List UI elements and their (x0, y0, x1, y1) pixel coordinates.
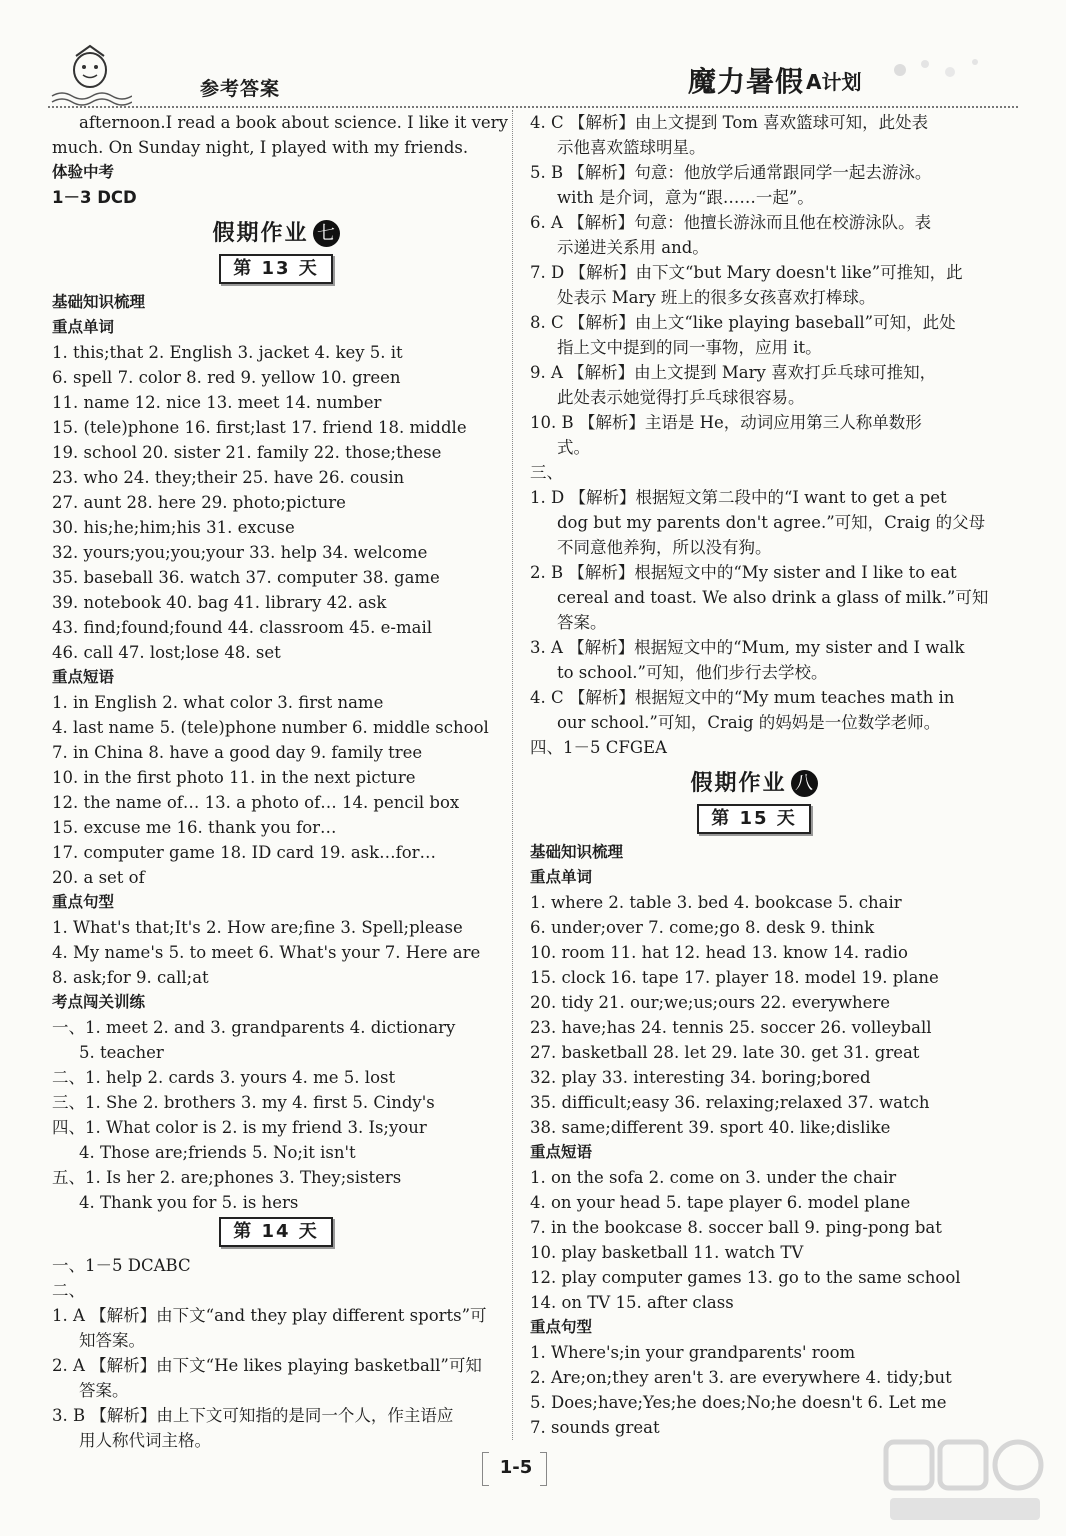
answer-line: 7. in the bookcase 8. soccer ball 9. ping-pong bat (530, 1218, 942, 1237)
answer-line: 1. A 【解析】由下文“and they play different sports”可 (52, 1306, 487, 1325)
test-heading: 考点闯关训练 (52, 993, 146, 1011)
answer-line: 35. baseball 36. watch 37. computer 38. game (52, 568, 440, 587)
answer-line: 4. C 【解析】由上文提到 Tom 喜欢篮球可知，此处表 (530, 113, 929, 132)
cartoon-logo-icon (48, 44, 132, 106)
answer-line: 1. Where's;in your grandparents' room (530, 1343, 856, 1362)
answer-line: 1. on the sofa 2. come on 3. under the chair (530, 1168, 897, 1187)
answer-line: cereal and toast. We also drink a glass of milk.”可知 (557, 588, 989, 607)
answer-line: 15. clock 16. tape 17. player 18. model 19. plane (530, 968, 939, 987)
page-header (0, 0, 1066, 112)
answer-line: 4. My name's 5. to meet 6. What's your 7. Here are (52, 943, 481, 962)
answer-line: 6. under;over 7. come;go 8. desk 9. think (530, 918, 875, 937)
left-column (52, 110, 508, 1453)
answer-line: 38. same;different 39. sport 40. like;dislike (530, 1118, 891, 1137)
answer-line: 四、1－5 CFGEA (530, 738, 667, 757)
answer-line: 2. B 【解析】根据短文中的“My sister and I like to eat (530, 563, 957, 582)
text-line: afternoon.I read a book about science. I like it very (79, 113, 508, 132)
answer-line: 23. who 24. they;their 25. have 26. cousin (52, 468, 405, 487)
answer-line: 23. have;has 24. tennis 25. soccer 26. volleyball (530, 1018, 932, 1037)
answer-line: 不同意他养狗，所以没有狗。 (557, 538, 772, 557)
answer-line: 二、1. help 2. cards 3. yours 4. me 5. lost (52, 1068, 396, 1087)
answer-line: 1. this;that 2. English 3. jacket 4. key 5. it (52, 343, 403, 362)
answer-line: 用人称代词主格。 (79, 1431, 211, 1450)
answer-line: 指上文中提到的同一事物，应用 it。 (557, 338, 822, 357)
sentences-heading: 重点句型 (530, 1318, 593, 1336)
answer-line: 12. play computer games 13. go to the same school (530, 1268, 961, 1287)
answer-line: 1. D 【解析】根据短文第二段中的“I want to get a pet (530, 488, 947, 507)
answer-line: 7. in China 8. have a good day 9. family tree (52, 743, 423, 762)
answer-line: 三、1. She 2. brothers 3. my 4. first 5. Cindy's (52, 1093, 435, 1112)
answer-line: 2. Are;on;they aren't 3. are everywhere 4. tidy;but (530, 1368, 952, 1387)
answer-line: 答案。 (557, 613, 607, 632)
day-14-label (52, 1215, 500, 1249)
answer-line: our school.”可知，Craig 的妈妈是一位数学老师。 (557, 713, 941, 732)
answer-line: 5. Does;have;Yes;he does;No;he doesn't 6. Let me (530, 1393, 947, 1412)
day-label: 第 13 天 (219, 254, 333, 284)
answer-line: 四、1. What color is 2. is my friend 3. Is;your (52, 1118, 427, 1137)
answer-line: 32. yours;you;you;your 33. help 34. welcome (52, 543, 428, 562)
answer-line: 6. A 【解析】句意：他擅长游泳而且他在校游泳队。表 (530, 213, 932, 232)
answer-line: 知答案。 (79, 1331, 145, 1350)
right-column (530, 110, 989, 1440)
answer-line: 3. A 【解析】根据短文中的“Mum, my sister and I walk (530, 638, 965, 657)
text-line: much. On Sunday night, I played with my friends. (52, 138, 469, 157)
answer-line: 式。 (557, 438, 590, 457)
phrases-heading: 重点短语 (530, 1143, 593, 1161)
answer-line: 10. play basketball 11. watch TV (530, 1243, 804, 1262)
answer-line: 7. sounds great (530, 1418, 660, 1437)
section-title-7 (52, 214, 500, 252)
answer-line: 6. spell 7. color 8. red 9. yellow 10. green (52, 368, 401, 387)
answer-line: 4. last name 5. (tele)phone number 6. middle school (52, 718, 489, 737)
basic-heading: 基础知识梳理 (530, 843, 624, 861)
exam-heading: 体验中考 (52, 163, 115, 181)
answer-line: 答案。 (79, 1381, 129, 1400)
plan-label: A计划 (806, 70, 862, 94)
answer-line: 5. teacher (79, 1043, 164, 1062)
answer-line: 二、 (52, 1281, 85, 1300)
answer-line: 1. What's that;It's 2. How are;fine 3. Spell;please (52, 918, 463, 937)
day-15-label (530, 802, 978, 836)
section-title-text: 假期作业 (212, 220, 309, 246)
answer-line: 一、1. meet 2. and 3. grandparents 4. dictionary (52, 1018, 456, 1037)
answer-line: 4. on your head 5. tape player 6. model plane (530, 1193, 911, 1212)
answer-line: 8. ask;for 9. call;at (52, 968, 209, 987)
answer-line: 20. tidy 21. our;we;us;ours 22. everywhere (530, 993, 890, 1012)
answer-line: 32. play 33. interesting 34. boring;bored (530, 1068, 871, 1087)
section-title-text: 假期作业 (690, 770, 787, 796)
answer-line: 2. A 【解析】由下文“He likes playing basketball”可知 (52, 1356, 482, 1375)
answer-line: 4. C 【解析】根据短文中的“My mum teaches math in (530, 688, 955, 707)
answer-line: 27. aunt 28. here 29. photo;picture (52, 493, 346, 512)
header-decoration-icon (880, 50, 1000, 90)
section-number-badge: 七 (313, 220, 340, 247)
answer-line: 一、1－5 DCABC (52, 1256, 191, 1275)
answer-line: 示递进关系用 and。 (557, 238, 709, 257)
basic-heading: 基础知识梳理 (52, 293, 146, 311)
answer-line: to school.”可知，他们步行去学校。 (557, 663, 828, 682)
answer-line: 10. B 【解析】主语是 He，动词应用第三人称单数形 (530, 413, 922, 432)
watermark-logo-icon (880, 1436, 1050, 1526)
answer-line: 10. in the first photo 11. in the next picture (52, 768, 416, 787)
answer-line: 4. Those are;friends 5. No;it isn't (79, 1143, 356, 1162)
day-13-label (52, 252, 500, 286)
answer-line: 12. the name of… 13. a photo of… 14. pencil box (52, 793, 460, 812)
answer-line: 处表示 Mary 班上的很多女孩喜欢打棒球。 (557, 288, 876, 307)
header-rule (48, 106, 1018, 108)
answer-line: 此处表示她觉得打乒乓球很容易。 (557, 388, 805, 407)
answer-line: 4. Thank you for 5. is hers (79, 1193, 299, 1212)
answer-line: 14. on TV 15. after class (530, 1293, 734, 1312)
answer-line: 10. room 11. hat 12. head 13. know 14. radio (530, 943, 908, 962)
answer-line: 11. name 12. nice 13. meet 14. number (52, 393, 382, 412)
column-divider (512, 110, 513, 1440)
answer-line: dog but my parents don't agree.”可知，Craig 的父母 (557, 513, 986, 532)
day-label: 第 14 天 (219, 1217, 333, 1247)
answer-line: 8. C 【解析】由上文“like playing baseball”可知，此处 (530, 313, 956, 332)
answer-line: 示他喜欢篮球明星。 (557, 138, 706, 157)
answer-line: 7. D 【解析】由下文“but Mary doesn't like”可推知，此 (530, 263, 963, 282)
answer-line: 1. in English 2. what color 3. first name (52, 693, 384, 712)
answer-line: 15. excuse me 16. thank you for… (52, 818, 337, 837)
answer-line: 46. call 47. lost;lose 48. set (52, 643, 281, 662)
words-heading: 重点单词 (530, 868, 593, 886)
words-heading: 重点单词 (52, 318, 115, 336)
exam-answers: 1－3 DCD (52, 188, 137, 207)
answer-line: 17. computer game 18. ID card 19. ask…for… (52, 843, 437, 862)
day-label: 第 15 天 (697, 804, 811, 834)
answer-line: with 是介词，意为“跟……一起”。 (557, 188, 814, 207)
answer-line: 3. B 【解析】由上下文可知指的是同一个人，作主语应 (52, 1406, 454, 1425)
answer-line: 39. notebook 40. bag 41. library 42. ask (52, 593, 387, 612)
page-number: 1-5 (499, 1457, 533, 1478)
answer-line: 30. his;he;him;his 31. excuse (52, 518, 295, 537)
answer-line: 9. A 【解析】由上文提到 Mary 喜欢打乒乓球可推知， (530, 363, 937, 382)
brand-title: 魔力暑假 (688, 65, 805, 98)
sentences-heading: 重点句型 (52, 893, 115, 911)
answer-line: 27. basketball 28. let 29. late 30. get 31. great (530, 1043, 920, 1062)
phrases-heading: 重点短语 (52, 668, 115, 686)
answer-line: 1. where 2. table 3. bed 4. bookcase 5. chair (530, 893, 902, 912)
answer-line: 35. difficult;easy 36. relaxing;relaxed 37. watch (530, 1093, 930, 1112)
section-title-8 (530, 764, 978, 802)
answer-line: 20. a set of (52, 868, 145, 887)
answer-line: 五、1. Is her 2. are;phones 3. They;sisters (52, 1168, 402, 1187)
answer-line: 19. school 20. sister 21. family 22. those;these (52, 443, 442, 462)
answer-line: 15. (tele)phone 16. first;last 17. friend 18. middle (52, 418, 467, 437)
answer-line: 43. find;found;found 44. classroom 45. e-mail (52, 618, 433, 637)
header-left-title: 参考答案 (200, 78, 281, 100)
answer-line: 5. B 【解析】句意：他放学后通常跟同学一起去游泳。 (530, 163, 932, 182)
section-number-badge: 八 (791, 770, 818, 797)
answer-line: 三、 (530, 463, 563, 482)
